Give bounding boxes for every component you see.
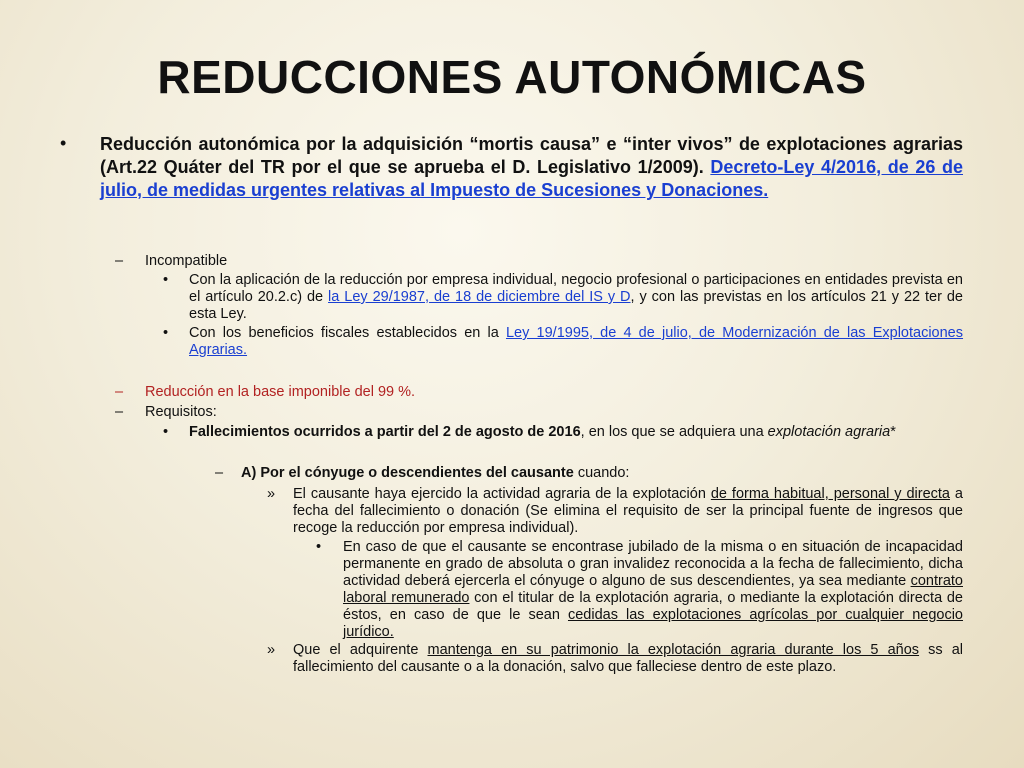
raquo-icon: » (267, 642, 276, 658)
fallecimientos-italic: explotación agraria (767, 424, 891, 440)
jubilado-item (343, 539, 963, 641)
fallecimientos-end: * (890, 424, 896, 440)
slide-title: REDUCCIONES AUTONÓMICAS (157, 51, 867, 103)
jubilado-underline-1: contrato laboral remunerado (343, 573, 963, 606)
condition-2-text: Que el adquirente (293, 642, 428, 658)
condition-1-end: a fecha del fallecimiento o donación (Se elimina el requisito de ser la principal fuente de ingresos que recoge la reducción por empresa individual). (293, 486, 963, 536)
requisitos-label: Requisitos: (145, 404, 217, 420)
condition-2 (293, 642, 963, 676)
fallecimientos-mid: , en los que se adquiera una (580, 424, 768, 440)
sub-a-rest: cuando: (573, 465, 630, 481)
sub-a-item (241, 465, 963, 482)
dash-icon: – (215, 465, 224, 481)
incompatible-label: Incompatible (145, 253, 228, 269)
incompatible-item-1-end: , y con las previstas en los artículos 21 y 22 ter de esta Ley. (189, 289, 963, 322)
dash-icon: – (115, 253, 124, 269)
condition-2-end: ss al fallecimiento del causante o a la donación, salvo que falleciese dentro de este plazo. (293, 642, 964, 675)
ley-19-1995-link[interactable]: Ley 19/1995, de 4 de julio, de Modernización de las Explotaciones Agrarias. (189, 325, 964, 358)
reduction-text: Reducción en la base imponible del 99 %. (145, 384, 416, 400)
fallecimientos-item (189, 424, 963, 441)
decreto-ley-link[interactable]: Decreto-Ley 4/2016, de 26 de julio, de medidas urgentes relativas al Impuesto de Sucesiones y Donaciones. (100, 157, 963, 200)
condition-1 (293, 486, 963, 537)
jubilado-underline-2: cedidas las explotaciones agrícolas por cualquier negocio jurídico. (343, 607, 963, 640)
dash-icon: – (115, 404, 124, 420)
fallecimientos-bold: Fallecimientos ocurridos a partir del 2 de agosto de 2016 (189, 424, 581, 440)
jubilado-mid: con el titular de la explotación agraria, o mediante la explotación directa de éstos, en caso de que le sean (343, 590, 963, 623)
incompatible-item-1 (189, 272, 963, 323)
bullet-icon: • (163, 424, 169, 440)
condition-1-text: El causante haya ejercido la actividad agraria de la explotación (293, 486, 711, 502)
bullet-icon: • (163, 325, 169, 341)
incompatible-item-2-text: Con los beneficios fiscales establecidos en la (189, 325, 506, 341)
bullet-icon: • (316, 539, 322, 555)
dash-icon: – (115, 384, 124, 400)
raquo-icon: » (267, 486, 276, 502)
condition-1-underline: de forma habitual, personal y directa (710, 486, 950, 502)
jubilado-text: En caso de que el causante se encontrase jubilado de la misma o en situación de incapacidad permanente en grado de absoluta o gran invalidez reconocida a la fecha de fallecimiento, dicha actividad deberá ejercerla el cónyuge o alguno de sus descendientes, ya sea mediante (343, 539, 963, 589)
condition-2-underline: mantenga en su patrimonio la explotación agraria durante los 5 años (427, 642, 920, 658)
ley-29-1987-link[interactable]: la Ley 29/1987, de 18 de diciembre del IS y D (328, 289, 631, 305)
main-bullet-body: Reducción autonómica por la adquisición “mortis causa” e “inter vivos” de explotaciones agrarias (Art.22 Quáter del TR por el que se aprueba el D. Legislativo 1/2009). (100, 134, 963, 177)
incompatible-item-1-text: Con la aplicación de la reducción por empresa individual, negocio profesional o participaciones en entidades prevista en el artículo 20.2.c) de (189, 272, 963, 305)
bullet-icon: • (60, 133, 67, 153)
sub-a-bold: A) Por el cónyuge o descendientes del causante (241, 465, 574, 481)
bullet-icon: • (163, 272, 169, 288)
main-bullet-text (100, 133, 963, 202)
incompatible-item-2 (189, 325, 963, 359)
